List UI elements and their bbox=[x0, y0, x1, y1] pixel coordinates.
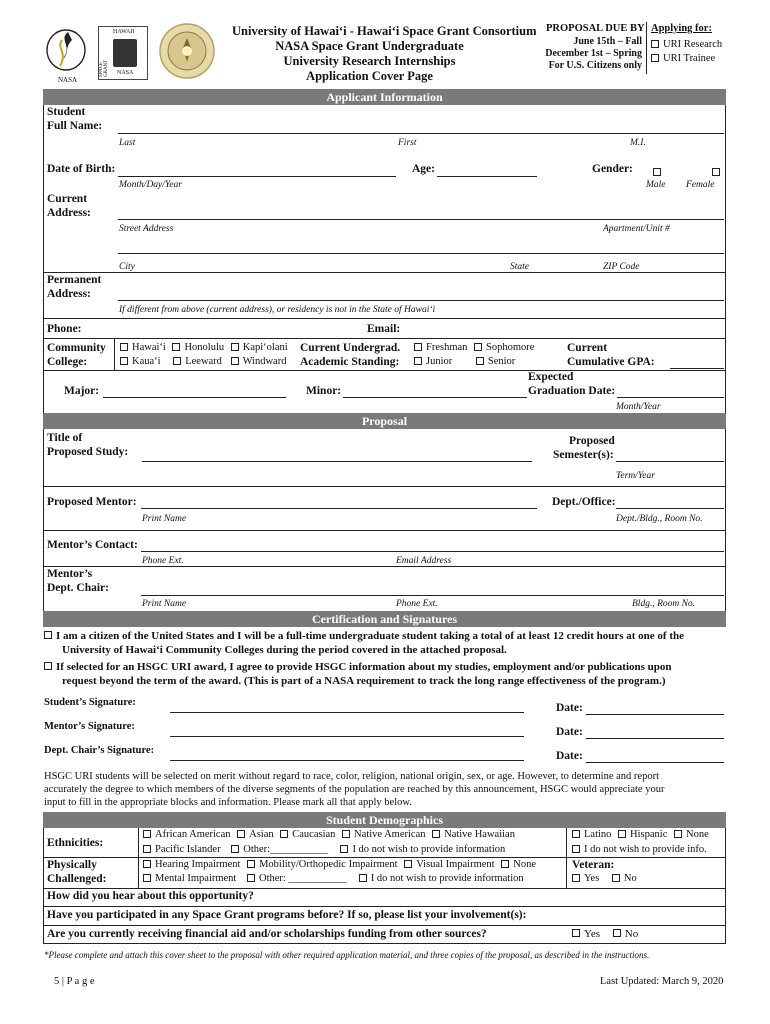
due-label: PROPOSAL DUE BY bbox=[546, 23, 645, 34]
standing-sophomore-label: Sophomore bbox=[486, 342, 535, 353]
hearing-checkbox[interactable] bbox=[143, 860, 151, 868]
certify-info-line2: request beyond the term of the award. (This is part of a NASA requirement to track the long range effectiveness of the program.) bbox=[62, 675, 666, 687]
latino-label: Latino bbox=[584, 829, 612, 840]
notice-line-1: HSGC URI students will be selected on merit without regard to race, color, religion, national origin, sex, or age. However, to determine and report bbox=[44, 771, 659, 782]
label-phone: Phone: bbox=[47, 323, 82, 335]
label-sem-2: Semester(s): bbox=[553, 449, 614, 461]
label-grad-2: Graduation Date: bbox=[528, 385, 616, 397]
checkbox-icon[interactable] bbox=[651, 40, 659, 48]
college-honolulu-label: Honolulu bbox=[184, 342, 225, 353]
mentor-signature-field[interactable] bbox=[170, 736, 524, 737]
chair-date-field[interactable] bbox=[586, 762, 724, 763]
latino-checkbox[interactable] bbox=[572, 830, 580, 838]
street-address-field[interactable] bbox=[118, 219, 724, 220]
hint-grad: Month/Year bbox=[616, 402, 661, 412]
certify-info bbox=[44, 661, 672, 673]
label-major: Major: bbox=[64, 385, 100, 397]
eth-other-label: Other:___________ bbox=[243, 844, 328, 855]
hint-chair-print-name: Print Name bbox=[142, 599, 187, 609]
hint-sem: Term/Year bbox=[616, 471, 655, 481]
divider bbox=[43, 888, 726, 889]
college-leeward-checkbox[interactable] bbox=[173, 357, 181, 365]
section-proposal: Proposal bbox=[43, 413, 726, 429]
due-spring: December 1st – Spring bbox=[545, 48, 642, 59]
hearing-label: Hearing Impairment bbox=[155, 859, 241, 870]
semester-field[interactable] bbox=[616, 461, 724, 462]
section-certification: Certification and Signatures bbox=[43, 611, 726, 627]
hint-street: Street Address bbox=[119, 224, 174, 234]
certify-citizen-line1: I am a citizen of the United States and I will be a full-time undergraduate student taking a total of at least 12 credit hours at one of the bbox=[56, 630, 684, 642]
age-field[interactable] bbox=[437, 176, 537, 177]
eth-caucasian-checkbox[interactable] bbox=[280, 830, 288, 838]
label-mentor-sig: Mentor’s Signature: bbox=[44, 721, 135, 732]
divider bbox=[43, 530, 726, 531]
standing-senior-checkbox[interactable] bbox=[476, 357, 484, 365]
certify-citizen-checkbox[interactable] bbox=[44, 631, 52, 639]
ethnicity-row-1 bbox=[143, 829, 515, 840]
hint-mi: M.I. bbox=[630, 138, 646, 148]
section-applicant-information: Applicant Information bbox=[43, 89, 726, 105]
full-name-field[interactable] bbox=[118, 133, 724, 134]
logo-emblem bbox=[113, 39, 137, 67]
visual-label: Visual Impairment bbox=[416, 859, 495, 870]
question-participated: Have you participated in any Space Grant programs before? If so, please list your involvement(s): bbox=[47, 909, 527, 921]
label-permanent-address: Address: bbox=[47, 288, 91, 300]
space-grant-logo bbox=[98, 26, 148, 80]
visual-checkbox[interactable] bbox=[404, 860, 412, 868]
college-honolulu-checkbox[interactable] bbox=[172, 343, 180, 351]
divider bbox=[43, 318, 726, 319]
label-college: College: bbox=[47, 356, 88, 368]
college-kapiolani-label: Kapi‘olani bbox=[242, 342, 288, 353]
mentor-date-field[interactable] bbox=[586, 738, 724, 739]
hint-chair-phone: Phone Ext. bbox=[396, 599, 438, 609]
eth-native-american-checkbox[interactable] bbox=[342, 830, 350, 838]
mental-checkbox[interactable] bbox=[143, 874, 151, 882]
phys-other-label: Other: ___________ bbox=[258, 873, 347, 884]
header-title-4: Application Cover Page bbox=[306, 69, 433, 83]
aid-row bbox=[572, 928, 638, 940]
label-challenged: Challenged: bbox=[47, 873, 107, 885]
standing-freshman-label: Freshman bbox=[426, 342, 468, 353]
eth-asian-label: Asian bbox=[249, 829, 274, 840]
label-mentor-contact: Mentor’s Contact: bbox=[47, 539, 138, 551]
hint-email-address: Email Address bbox=[396, 556, 452, 566]
dept-chair-field[interactable] bbox=[141, 595, 724, 596]
hispanic-label: Hispanic bbox=[630, 829, 668, 840]
college-leeward-label: Leeward bbox=[185, 356, 222, 367]
header-title-2: NASA Space Grant Undergraduate bbox=[275, 39, 464, 53]
latino-row bbox=[572, 829, 709, 840]
certify-info-checkbox[interactable] bbox=[44, 662, 52, 670]
logo-text-top: HAWAII bbox=[113, 29, 135, 35]
label-title-2: Proposed Study: bbox=[47, 446, 129, 458]
phys-no-info-label: I do not wish to provide information bbox=[370, 873, 524, 884]
divider bbox=[43, 486, 726, 487]
label-gender: Gender: bbox=[592, 163, 633, 175]
latino-no-info-label: I do not wish to provide info. bbox=[584, 844, 707, 855]
aid-yes-checkbox[interactable] bbox=[572, 929, 580, 937]
label-title-1: Title of bbox=[47, 432, 83, 444]
phys-none-label: None bbox=[513, 859, 536, 870]
opt-uri-research[interactable] bbox=[651, 39, 722, 50]
university-seal bbox=[158, 22, 216, 80]
hint-print-name: Print Name bbox=[142, 514, 187, 524]
grad-date-field[interactable] bbox=[617, 397, 724, 398]
standing-sophomore-checkbox[interactable] bbox=[474, 343, 482, 351]
eth-asian-checkbox[interactable] bbox=[237, 830, 245, 838]
label-email: Email: bbox=[367, 323, 401, 335]
eth-native-hawaiian-checkbox[interactable] bbox=[432, 830, 440, 838]
hint-first: First bbox=[398, 138, 417, 148]
aid-no-label: No bbox=[624, 928, 639, 940]
label-full-name: Full Name: bbox=[47, 120, 103, 132]
mobility-checkbox[interactable] bbox=[247, 860, 255, 868]
college-row-1 bbox=[120, 342, 288, 353]
title-field[interactable] bbox=[142, 461, 532, 462]
phys-none-checkbox[interactable] bbox=[501, 860, 509, 868]
page-number: 5 | P a g e bbox=[54, 976, 95, 987]
label-student-date: Date: bbox=[556, 702, 583, 714]
gpa-field[interactable] bbox=[670, 368, 724, 369]
aid-yes-label: Yes bbox=[584, 928, 601, 940]
label-ethnicities: Ethnicities: bbox=[47, 837, 104, 849]
hint-apt: Apartment/Unit # bbox=[603, 224, 670, 234]
divider bbox=[114, 338, 115, 370]
college-row-2 bbox=[120, 356, 286, 367]
college-kauai-checkbox[interactable] bbox=[120, 357, 128, 365]
header-title-3: University Research Internships bbox=[283, 54, 456, 68]
college-kapiolani-checkbox[interactable] bbox=[231, 343, 239, 351]
label-chair-date: Date: bbox=[556, 750, 583, 762]
student-signature-field[interactable] bbox=[170, 712, 524, 713]
hint-zip: ZIP Code bbox=[603, 262, 640, 272]
hint-permanent: If different from above (current address), or residency is not in the State of Hawai‘i bbox=[119, 305, 436, 315]
veteran-row bbox=[572, 873, 637, 884]
eth-caucasian-label: Caucasian bbox=[292, 829, 336, 840]
logo-text-bottom: NASA bbox=[117, 70, 134, 76]
due-fall: June 15th – Fall bbox=[573, 36, 642, 47]
veteran-no-checkbox[interactable] bbox=[612, 874, 620, 882]
eth-native-american-label: Native American bbox=[354, 829, 426, 840]
question-financial-aid: Are you currently receiving financial aid and/or scholarships funding from other sources? bbox=[47, 928, 487, 940]
divider bbox=[43, 857, 726, 858]
label-gpa-1: Current bbox=[567, 342, 608, 354]
college-kauai-label: Kaua‘i bbox=[132, 356, 161, 367]
eth-no-info-label: I do not wish to provide information bbox=[352, 844, 506, 855]
opt-uri-research-label: URI Research bbox=[663, 39, 723, 50]
question-hear: How did you hear about this opportunity? bbox=[47, 890, 254, 902]
header-divider bbox=[646, 22, 647, 74]
hint-last: Last bbox=[119, 138, 136, 148]
due-citizens: For U.S. Citizens only bbox=[548, 60, 642, 71]
label-veteran: Veteran: bbox=[572, 859, 615, 871]
veteran-yes-checkbox[interactable] bbox=[572, 874, 580, 882]
hint-state: State bbox=[510, 262, 529, 272]
latino-none-checkbox[interactable] bbox=[674, 830, 682, 838]
aid-no-checkbox[interactable] bbox=[613, 929, 621, 937]
hint-dob: Month/Day/Year bbox=[119, 180, 182, 190]
certify-citizen-line2: University of Hawai‘i Community Colleges during the period covered in the attached proposal. bbox=[62, 644, 507, 656]
college-windward-checkbox[interactable] bbox=[231, 357, 239, 365]
label-chair-1: Mentor’s bbox=[47, 568, 93, 580]
gender-female-checkbox[interactable] bbox=[712, 168, 720, 176]
label-current-address: Address: bbox=[47, 207, 91, 219]
mobility-label: Mobility/Orthopedic Impairment bbox=[259, 859, 398, 870]
veteran-no-label: No bbox=[623, 873, 637, 884]
eth-other-checkbox[interactable] bbox=[231, 845, 239, 853]
label-chair-2: Dept. Chair: bbox=[47, 582, 109, 594]
eth-african-label: African American bbox=[155, 829, 231, 840]
label-permanent: Permanent bbox=[47, 274, 102, 286]
label-student-sig: Student’s Signature: bbox=[44, 697, 136, 708]
dob-field[interactable] bbox=[118, 176, 396, 177]
certify-citizen bbox=[44, 630, 684, 642]
eth-no-info-checkbox[interactable] bbox=[340, 845, 348, 853]
standing-row-1 bbox=[414, 342, 534, 353]
hint-chair-bldg: Bldg., Room No. bbox=[632, 599, 696, 609]
checkbox-icon[interactable] bbox=[651, 54, 659, 62]
hint-dept: Dept./Bldg., Room No. bbox=[616, 514, 703, 524]
physical-row-2 bbox=[143, 873, 524, 884]
label-standing-2: Academic Standing: bbox=[300, 356, 400, 368]
minor-field[interactable] bbox=[343, 397, 527, 398]
certify-info-line1: If selected for an HSGC URI award, I agree to provide HSGC information about my studies, employment and/or publications upon bbox=[56, 661, 672, 673]
hsgc-logo bbox=[44, 26, 88, 78]
last-updated: Last Updated: March 9, 2020 bbox=[600, 976, 724, 987]
standing-row-2 bbox=[414, 356, 515, 367]
hint-female: Female bbox=[686, 180, 715, 190]
mental-label: Mental Impairment bbox=[155, 873, 237, 884]
eth-african-checkbox[interactable] bbox=[143, 830, 151, 838]
mentor-field[interactable] bbox=[141, 508, 537, 509]
opt-uri-trainee[interactable] bbox=[651, 53, 715, 64]
standing-junior-checkbox[interactable] bbox=[414, 357, 422, 365]
veteran-yes-label: Yes bbox=[584, 873, 600, 884]
gender-male-checkbox[interactable] bbox=[653, 168, 661, 176]
label-mentor-date: Date: bbox=[556, 726, 583, 738]
label-standing-1: Current Undergrad. bbox=[300, 342, 401, 354]
physical-row-1 bbox=[143, 859, 536, 870]
opt-uri-trainee-label: URI Trainee bbox=[663, 53, 716, 64]
eth-pacific-label: Pacific Islander bbox=[155, 844, 221, 855]
major-field[interactable] bbox=[103, 397, 286, 398]
divider bbox=[138, 828, 139, 888]
label-student: Student bbox=[47, 106, 86, 118]
hint-phone-ext: Phone Ext. bbox=[142, 556, 184, 566]
label-gpa-2: Cumulative GPA: bbox=[567, 356, 655, 368]
label-chair-sig: Dept. Chair’s Signature: bbox=[44, 745, 155, 756]
city-state-zip-field[interactable] bbox=[118, 253, 724, 254]
divider bbox=[43, 566, 726, 567]
label-minor: Minor: bbox=[306, 385, 342, 397]
label-dept: Dept./Office: bbox=[552, 496, 616, 508]
divider bbox=[43, 906, 726, 907]
latino-no-info-row bbox=[572, 844, 707, 855]
divider bbox=[43, 338, 726, 339]
dept-field[interactable] bbox=[616, 508, 724, 509]
permanent-address-field[interactable] bbox=[118, 300, 724, 301]
standing-freshman-checkbox[interactable] bbox=[414, 343, 422, 351]
label-sem-1: Proposed bbox=[569, 435, 615, 447]
section-demographics: Student Demographics bbox=[43, 812, 726, 828]
latino-no-info-checkbox[interactable] bbox=[572, 845, 580, 853]
hint-city: City bbox=[119, 262, 135, 272]
standing-junior-label: Junior bbox=[426, 356, 453, 367]
label-community: Community bbox=[47, 342, 106, 354]
footer-note: *Please complete and attach this cover sheet to the proposal with other required application material, and three copies of the proposal, as described in the instructions. bbox=[44, 950, 650, 960]
chair-signature-field[interactable] bbox=[170, 760, 524, 761]
divider bbox=[566, 828, 567, 888]
college-windward-label: Windward bbox=[242, 356, 287, 367]
label-age: Age: bbox=[412, 163, 435, 175]
divider bbox=[43, 272, 726, 273]
notice-line-2: accurately the degree to which members of the diverse segments of the population are reached by this announcement, HSGC would appreciate your bbox=[44, 784, 665, 795]
logo-text-side: SPACE GRANT bbox=[99, 59, 109, 77]
hsgc-logo-caption: NASA bbox=[58, 76, 78, 84]
eth-native-hawaiian-label: Native Hawaiian bbox=[444, 829, 515, 840]
header-title-1: University of Hawai‘i - Hawai‘i Space Grant Consortium bbox=[232, 24, 537, 38]
phys-no-info-checkbox[interactable] bbox=[359, 874, 367, 882]
college-hawaii-label: Hawai‘i bbox=[132, 342, 166, 353]
applying-for-label: Applying for: bbox=[651, 23, 712, 34]
notice-line-3: input to fill in the appropriate blocks and information. Please mark all that apply below. bbox=[44, 797, 412, 808]
label-physically: Physically bbox=[47, 859, 97, 871]
mentor-contact-field[interactable] bbox=[141, 551, 724, 552]
divider bbox=[43, 370, 726, 371]
label-grad-1: Expected bbox=[528, 371, 574, 383]
hint-male: Male bbox=[646, 180, 666, 190]
label-mentor: Proposed Mentor: bbox=[47, 496, 137, 508]
divider bbox=[43, 925, 726, 926]
label-current: Current bbox=[47, 193, 88, 205]
ethnicity-row-2 bbox=[143, 844, 505, 855]
college-hawaii-checkbox[interactable] bbox=[120, 343, 128, 351]
hispanic-checkbox[interactable] bbox=[618, 830, 626, 838]
standing-senior-label: Senior bbox=[487, 356, 516, 367]
eth-pacific-checkbox[interactable] bbox=[143, 845, 151, 853]
phys-other-checkbox[interactable] bbox=[247, 874, 255, 882]
student-date-field[interactable] bbox=[586, 714, 724, 715]
latino-none-label: None bbox=[686, 829, 709, 840]
label-dob: Date of Birth: bbox=[47, 163, 116, 175]
